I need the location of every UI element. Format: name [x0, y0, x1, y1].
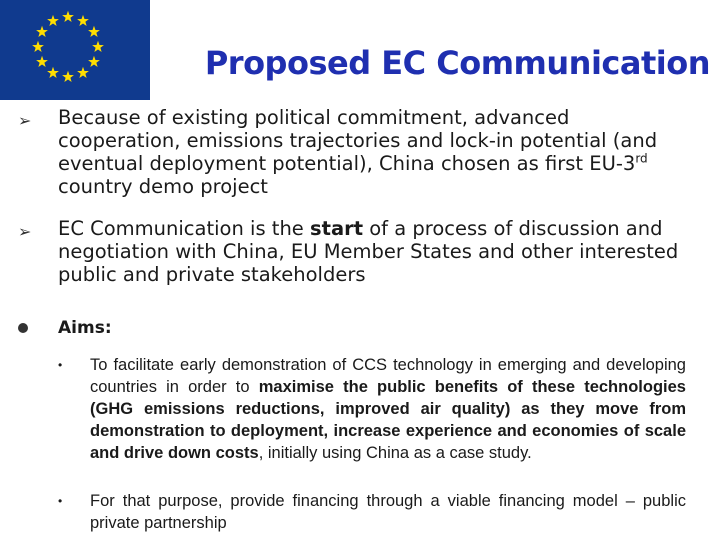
aims-item-text: For that purpose, provide financing through a viable financing model – public private partnership — [90, 492, 686, 532]
star-icon — [47, 15, 59, 26]
star-icon — [77, 67, 89, 78]
star-icon — [32, 41, 44, 52]
small-bullet-icon: • — [58, 358, 63, 372]
bullet-text: Because of existing political commitment, advanced cooperation, emissions trajectories and lock-in potential (and eventual deployment potential), China chosen as first EU-3rd country demo project — [58, 106, 658, 198]
eu-flag-stars — [0, 0, 150, 100]
small-bullet-icon: • — [58, 494, 63, 508]
star-icon — [36, 26, 48, 37]
arrow-bullet-icon: ➢ — [18, 222, 32, 241]
aims-label: Aims: — [58, 318, 112, 338]
arrow-bullet-icon: ➢ — [18, 111, 32, 130]
star-icon — [77, 15, 89, 26]
star-icon — [62, 11, 74, 22]
aims-item-text: To facilitate early demonstration of CCS technology in emerging and developing countries in order to maximise the public benefits of these technologies (GHG emissions reductions, improved air quality) as they move from demonstration to deployment, increase experience and economies of scale and drive down costs, initially using China as a case study. — [90, 356, 686, 462]
star-icon — [36, 56, 48, 67]
bullet-text: EC Communication is the start of a process of discussion and negotiation with China, EU Member States and other interested public and private stakeholders — [58, 217, 679, 286]
star-icon — [47, 67, 59, 78]
star-icon — [62, 71, 74, 82]
eu-flag-icon — [0, 0, 150, 100]
star-icon — [88, 26, 100, 37]
star-icon — [92, 41, 104, 52]
star-icon — [88, 56, 100, 67]
slide-title: Proposed EC Communication — [204, 44, 710, 82]
round-bullet-icon — [18, 323, 28, 333]
